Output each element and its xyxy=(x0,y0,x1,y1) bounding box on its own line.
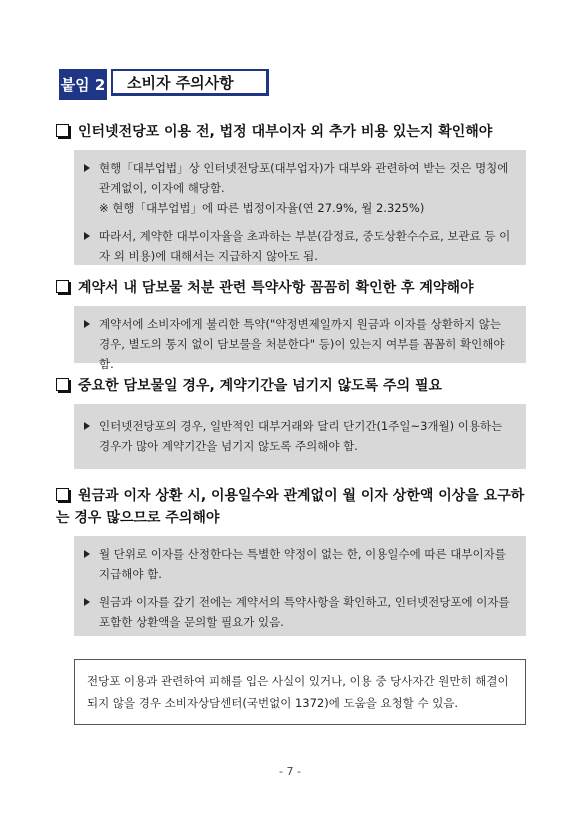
section-heading-4: 원금과 이자 상환 시, 이용일수와 관계없이 월 이자 상한액 이상을 요구하는 경우 많으므로 주의해야 xyxy=(56,488,525,526)
appendix-title-box xyxy=(111,69,269,96)
checkbox-bullet-icon xyxy=(56,280,69,293)
checkbox-bullet-icon xyxy=(56,378,69,391)
triangle-bullet-icon xyxy=(84,232,90,240)
section-heading-1: 인터넷전당포 이용 전, 법정 대부이자 외 추가 비용 있는지 확인해야 xyxy=(56,121,492,143)
appendix-title: 소비자 주의사항 xyxy=(127,73,234,92)
triangle-bullet-icon xyxy=(84,550,90,558)
triangle-bullet-icon xyxy=(84,422,90,430)
list-item: 따라서, 계약한 대부이자율을 초과하는 부분(감정료, 중도상환수수료, 보관료 등 이자 외 비용)에 대해서는 지급하지 않아도 됨. xyxy=(84,226,514,266)
section-box-1 xyxy=(74,150,526,265)
consumer-center-note: 전당포 이용과 관련하여 피해를 입은 사실이 있거나, 이용 중 당사자간 원만히 해결이 되지 않을 경우 소비자상담센터(국번없이 1372)에 도움을 요청할 수 있음. xyxy=(87,674,509,710)
section-box-4 xyxy=(74,536,526,636)
legal-rate-note: ※ 현행「대부업법」에 따른 법정이자율(연 27.9%, 월 2.325%) xyxy=(99,201,425,215)
triangle-bullet-icon xyxy=(84,164,90,172)
page-number: - 7 - xyxy=(279,765,301,778)
checkbox-bullet-icon xyxy=(56,488,69,501)
section-heading-2: 계약서 내 담보물 처분 관련 특약사항 꼼꼼히 확인한 후 계약해야 xyxy=(56,277,474,299)
list-item: 현행「대부업법」상 인터넷전당포(대부업자)가 대부와 관련하여 받는 것은 명칭에 관계없이, 이자에 해당함. ※ 현행「대부업법」에 따른 법정이자율(연 27.9%, 월 2.325%) xyxy=(84,158,514,218)
section-heading-3: 중요한 담보물일 경우, 계약기간을 넘기지 않도록 주의 필요 xyxy=(56,375,442,397)
appendix-header xyxy=(59,69,273,102)
checkbox-bullet-icon xyxy=(56,124,69,137)
triangle-bullet-icon xyxy=(84,598,90,606)
section-box-2 xyxy=(74,306,526,371)
list-item: 월 단위로 이자를 산정한다는 특별한 약정이 없는 한, 이용일수에 따른 대부이자를 지급해야 함. xyxy=(84,544,514,584)
triangle-bullet-icon xyxy=(84,320,90,328)
appendix-tag: 붙임 2 xyxy=(59,69,107,100)
list-item: 원금과 이자를 갚기 전에는 계약서의 특약사항을 확인하고, 인터넷전당포에 이자를 포함한 상환액을 문의할 필요가 있음. xyxy=(84,592,514,632)
list-item: 계약서에 소비자에게 불리한 특약("약정변제일까지 원금과 이자를 상환하지 않는 경우, 별도의 통지 없이 담보물을 처분한다" 등)이 있는지 여부를 꼼꼼히 확인해야 함. xyxy=(84,314,514,374)
section-box-3 xyxy=(74,404,526,469)
list-item: 인터넷전당포의 경우, 일반적인 대부거래와 달리 단기간(1주일~3개월) 이용하는 경우가 많아 계약기간을 넘기지 않도록 주의해야 함. xyxy=(84,416,514,456)
consumer-center-note-box xyxy=(74,659,526,725)
